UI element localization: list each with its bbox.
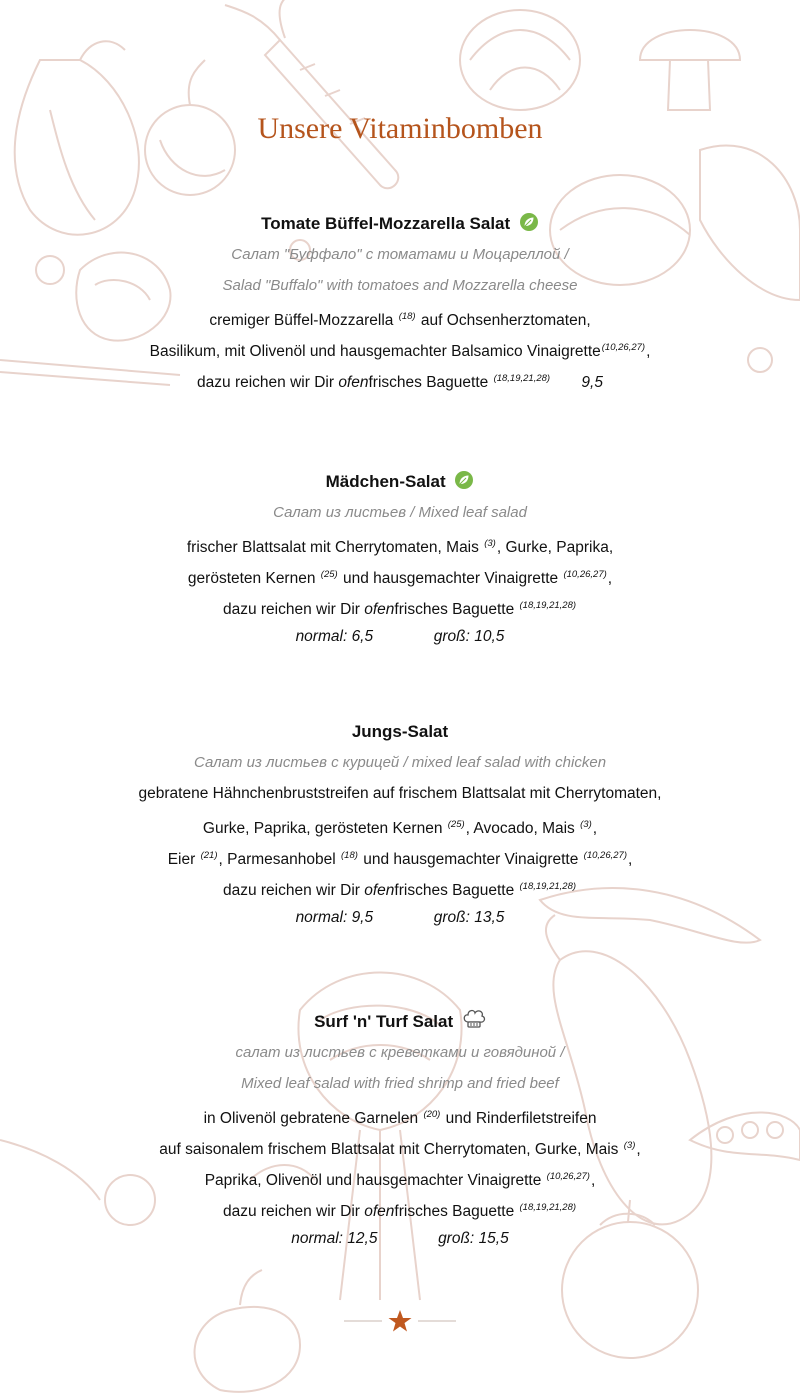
gross-label: groß: — [438, 1230, 475, 1247]
gross-label: groß: — [433, 628, 470, 645]
description-text: Gurke, Paprika, gerösteten Kernen — [202, 820, 443, 837]
description-text: , — [627, 851, 633, 868]
description-text: cremiger Büffel-Mozzarella — [209, 312, 394, 329]
dish-description — [0, 363, 800, 394]
description-text: , Gurke, Paprika, — [496, 539, 614, 556]
allergen-note: (10,26,27) — [546, 1171, 590, 1182]
allergen-note: (18) — [341, 850, 358, 861]
description-text: , — [590, 1172, 596, 1189]
description-text: , Avocado, Mais — [465, 820, 575, 837]
page-title: Unsere Vitaminbomben — [257, 112, 543, 145]
dish-title — [0, 208, 800, 239]
dish-subtitle: Салат из листьев / Mixed leaf salad — [273, 504, 527, 521]
description-text: auf saisonalem frischem Blattsalat mit Cherrytomaten, Gurke, Mais — [159, 1141, 619, 1158]
description-text: und hausgemachter Vinaigrette — [363, 851, 579, 868]
description-text: dazu reichen wir Dir — [222, 882, 360, 899]
menu-item-surf-n-turf-salat — [0, 1006, 800, 1254]
description-text: Basilikum, mit Olivenöl und hausgemachter Balsamico Vinaigrette — [149, 343, 601, 360]
allergen-note: (18,19,21,28) — [493, 373, 551, 384]
dish-description — [0, 559, 800, 590]
dish-title — [0, 466, 800, 497]
description-text: frisches Baguette — [368, 374, 489, 391]
star-icon — [389, 1310, 412, 1332]
dish-description — [0, 1192, 800, 1223]
description-text: Eier — [167, 851, 196, 868]
chef-hat-icon — [462, 1008, 486, 1030]
dish-description — [0, 1161, 800, 1192]
allergen-note: (18,19,21,28) — [519, 600, 577, 611]
dish-description — [0, 301, 800, 332]
dish-subtitle: Салат "Буффало" с томатами и Моцареллой / — [231, 246, 569, 263]
allergen-note: (25) — [320, 569, 338, 580]
description-text: frisches Baguette — [394, 1203, 515, 1220]
gross-price: 13,5 — [474, 909, 505, 926]
dish-description: gebratene Hähnchenbruststreifen auf frischem Blattsalat mit Cherrytomaten, — [138, 785, 662, 802]
dish-title — [0, 716, 800, 747]
dish-subtitle: салат из листьев с креветками и говядиной / — [235, 1044, 565, 1061]
gross-price: 10,5 — [474, 628, 505, 645]
description-text: dazu reichen wir Dir — [222, 1203, 360, 1220]
normal-price: 6,5 — [351, 628, 374, 645]
allergen-note: (3) — [484, 538, 496, 549]
allergen-note: (3) — [580, 819, 592, 830]
normal-label: normal: — [295, 909, 348, 926]
dish-description — [0, 809, 800, 840]
allergen-note: (10,26,27) — [601, 342, 646, 353]
description-text: gerösteten Kernen — [187, 570, 316, 587]
leaf-icon — [454, 470, 474, 490]
dish-subtitle: Salad "Buffalo" with tomatoes and Mozzarella cheese — [222, 277, 578, 294]
description-text: , — [646, 343, 651, 360]
normal-label: normal: — [295, 628, 348, 645]
dish-subtitle: Салат из листьев с курицей / mixed leaf salad with chicken — [193, 754, 607, 771]
description-text: frischer Blattsalat mit Cherrytomaten, Mais — [186, 539, 479, 556]
dish-name: Surf 'n' Turf Salat — [314, 1012, 454, 1031]
allergen-note: (18,19,21,28) — [519, 881, 577, 892]
gross-label: groß: — [433, 909, 470, 926]
leaf-icon — [519, 212, 539, 232]
star-divider — [340, 1306, 460, 1336]
description-text: in Olivenöl gebratene Garnelen — [203, 1110, 419, 1127]
description-emphasis: ofen — [364, 601, 395, 618]
normal-label: normal: — [291, 1230, 343, 1247]
description-text: Paprika, Olivenöl und hausgemachter Vinaigrette — [204, 1172, 542, 1189]
dish-description — [0, 1099, 800, 1130]
menu-item-jungs-salat — [0, 716, 800, 933]
dish-subtitle: Mixed leaf salad with fried shrimp and fried beef — [241, 1075, 559, 1092]
description-text: , Parmesanhobel — [218, 851, 336, 868]
allergen-note: (18,19,21,28) — [519, 1202, 577, 1213]
description-text: , — [607, 570, 613, 587]
description-text: dazu reichen wir Dir — [197, 374, 334, 391]
description-text: und hausgemachter Vinaigrette — [343, 570, 559, 587]
dish-name: Mädchen-Salat — [325, 472, 446, 491]
dish-description — [0, 590, 800, 621]
normal-price: 9,5 — [351, 909, 374, 926]
dish-prices — [0, 902, 800, 933]
dish-name: Tomate Büffel-Mozzarella Salat — [261, 214, 511, 233]
menu-item-maedchen-salat — [0, 466, 800, 652]
menu-item-tomate-bueffel-mozzarella — [0, 208, 800, 394]
dish-prices — [0, 1223, 800, 1254]
dish-description — [0, 871, 800, 902]
normal-price: 12,5 — [347, 1230, 378, 1247]
dish-title — [0, 1006, 800, 1037]
description-text: , — [636, 1141, 641, 1158]
allergen-note: (20) — [423, 1109, 441, 1120]
description-emphasis: ofen — [364, 882, 395, 899]
dish-name: Jungs-Salat — [351, 722, 449, 741]
description-text: und Rinderfiletstreifen — [445, 1110, 597, 1127]
allergen-note: (18) — [398, 311, 416, 322]
dish-description — [0, 332, 800, 363]
allergen-note: (21) — [200, 850, 218, 861]
dish-prices — [0, 621, 800, 652]
description-emphasis: ofen — [364, 1203, 395, 1220]
description-emphasis: ofen — [338, 374, 369, 391]
allergen-note: (10,26,27) — [563, 569, 607, 580]
description-text: dazu reichen wir Dir — [222, 601, 360, 618]
dish-description — [0, 840, 800, 871]
description-text: frisches Baguette — [394, 882, 515, 899]
gross-price: 15,5 — [478, 1230, 509, 1247]
dish-description — [0, 528, 800, 559]
allergen-note: (25) — [447, 819, 465, 830]
dish-description — [0, 1130, 800, 1161]
description-text: , — [592, 820, 598, 837]
dish-price: 9,5 — [581, 374, 603, 391]
allergen-note: (3) — [623, 1140, 636, 1151]
description-text: auf Ochsenherztomaten, — [420, 312, 591, 329]
allergen-note: (10,26,27) — [583, 850, 627, 861]
description-text: frisches Baguette — [394, 601, 515, 618]
